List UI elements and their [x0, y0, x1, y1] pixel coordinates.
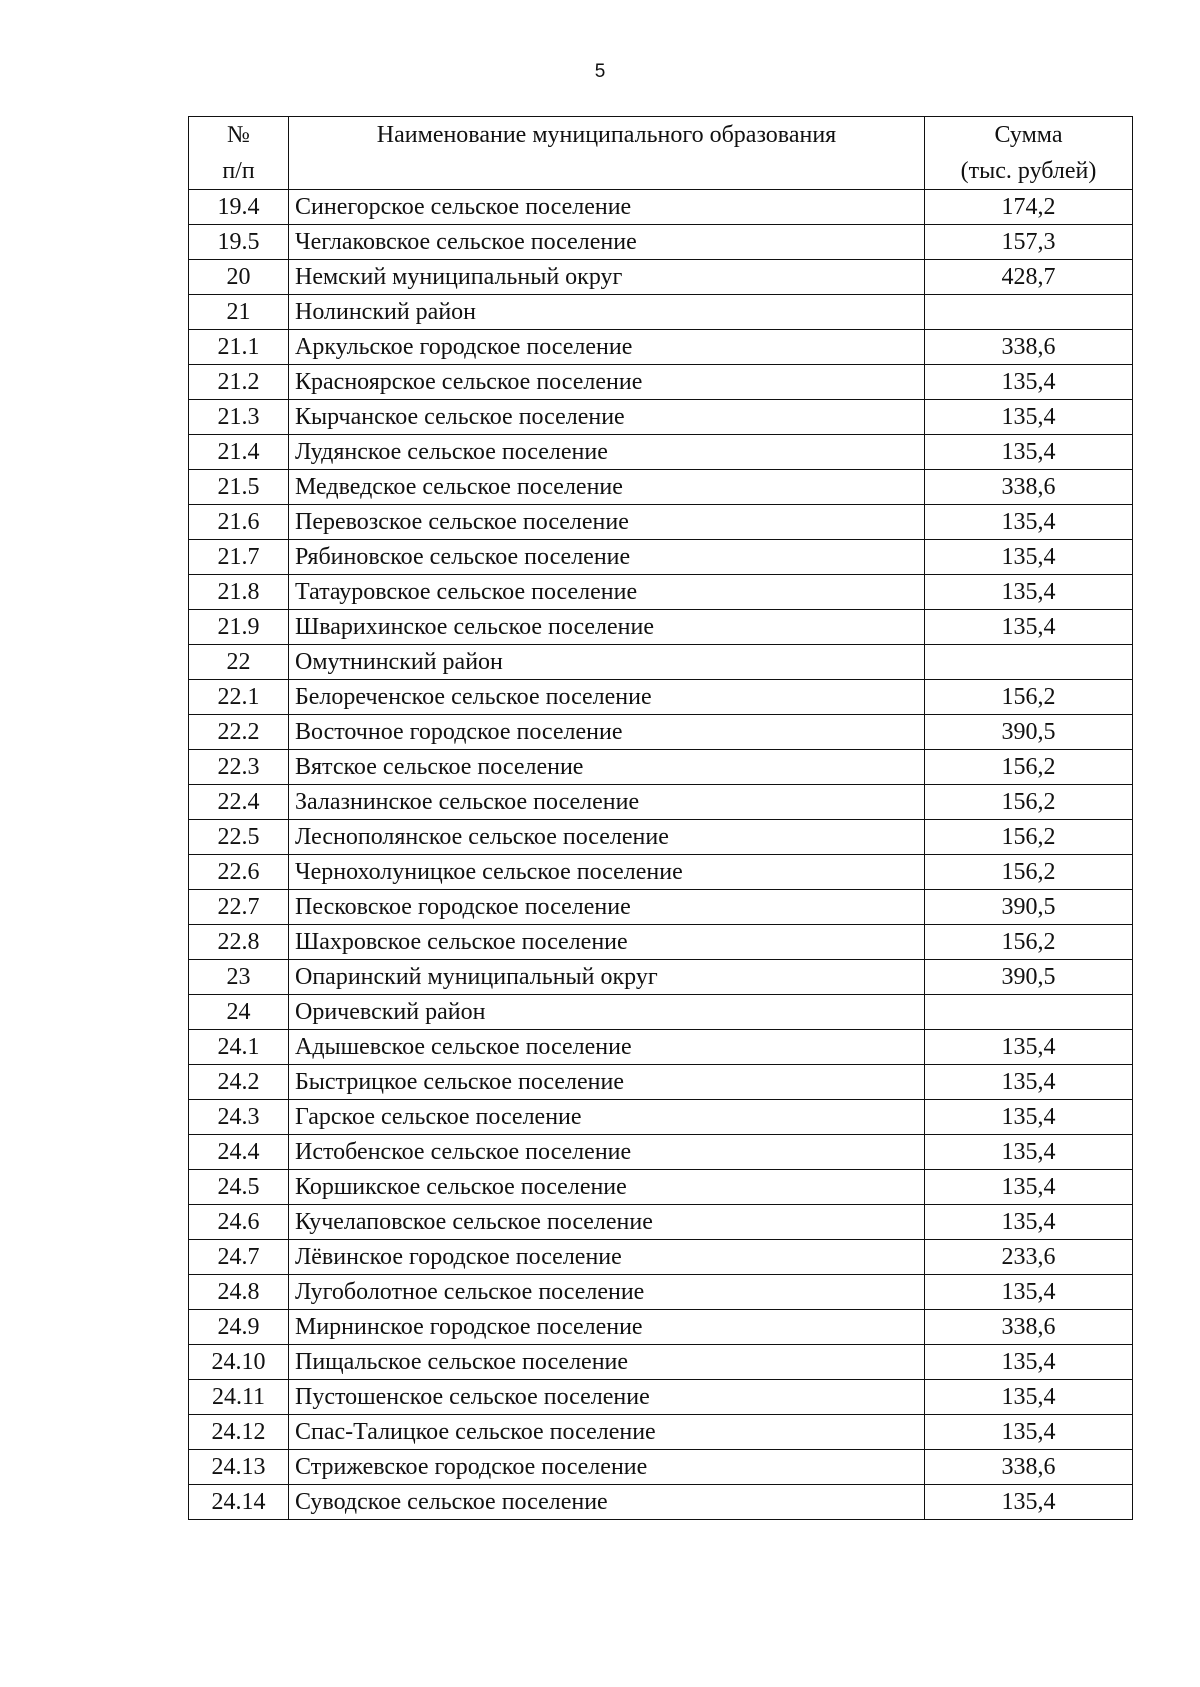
- row-number: 21.8: [189, 575, 289, 610]
- table-row: [189, 680, 1133, 715]
- row-sum: 338,6: [925, 1450, 1133, 1485]
- row-sum: 428,7: [925, 260, 1133, 295]
- table-row: [189, 260, 1133, 295]
- row-name: Белореченское сельское поселение: [289, 680, 925, 715]
- row-name: Татауровское сельское поселение: [289, 575, 925, 610]
- row-name: Адышевское сельское поселение: [289, 1030, 925, 1065]
- row-sum: [925, 295, 1133, 330]
- table-row: [189, 1380, 1133, 1415]
- table-row: [189, 1310, 1133, 1345]
- row-name: Лёвинское городское поселение: [289, 1240, 925, 1275]
- table-header: [189, 117, 1133, 190]
- row-sum: 156,2: [925, 855, 1133, 890]
- row-number: 21.6: [189, 505, 289, 540]
- header-sum-line1: Сумма: [994, 122, 1063, 148]
- table-row: [189, 1170, 1133, 1205]
- row-sum: 135,4: [925, 1170, 1133, 1205]
- table-row: [189, 715, 1133, 750]
- row-sum: 135,4: [925, 1485, 1133, 1520]
- table-row: [189, 820, 1133, 855]
- row-number: 21.7: [189, 540, 289, 575]
- row-number: 19.4: [189, 190, 289, 225]
- row-name: Коршикское сельское поселение: [289, 1170, 925, 1205]
- row-number: 22.1: [189, 680, 289, 715]
- row-number: 23: [189, 960, 289, 995]
- row-name: Нолинский район: [289, 295, 925, 330]
- table-row: [189, 785, 1133, 820]
- row-name: Стрижевское городское поселение: [289, 1450, 925, 1485]
- row-name: Суводское сельское поселение: [289, 1485, 925, 1520]
- row-sum: 233,6: [925, 1240, 1133, 1275]
- row-name: Шахровское сельское поселение: [289, 925, 925, 960]
- header-number-line1: №: [227, 122, 250, 148]
- row-sum: 390,5: [925, 890, 1133, 925]
- table-row: [189, 190, 1133, 225]
- header-sum-line2: (тыс. рублей): [960, 158, 1097, 184]
- row-number: 24.10: [189, 1345, 289, 1380]
- row-name: Кырчанское сельское поселение: [289, 400, 925, 435]
- table-row: [189, 470, 1133, 505]
- row-sum: 135,4: [925, 1345, 1133, 1380]
- row-name: Чернохолуницкое сельское поселение: [289, 855, 925, 890]
- row-sum: 157,3: [925, 225, 1133, 260]
- header-number-line2: п/п: [222, 158, 255, 184]
- table-body: [189, 190, 1133, 1520]
- row-name: Спас-Талицкое сельское поселение: [289, 1415, 925, 1450]
- row-sum: 135,4: [925, 610, 1133, 645]
- row-sum: 338,6: [925, 1310, 1133, 1345]
- row-name: Быстрицкое сельское поселение: [289, 1065, 925, 1100]
- row-name: Истобенское сельское поселение: [289, 1135, 925, 1170]
- header-name: [289, 117, 925, 190]
- row-name: Пищальское сельское поселение: [289, 1345, 925, 1380]
- row-number: 21.4: [189, 435, 289, 470]
- table-row: [189, 505, 1133, 540]
- table-row: [189, 610, 1133, 645]
- municipal-sums-table: [188, 116, 1133, 1520]
- row-sum: 338,6: [925, 470, 1133, 505]
- header-row: [189, 117, 1133, 190]
- row-number: 24.12: [189, 1415, 289, 1450]
- row-number: 22.7: [189, 890, 289, 925]
- row-sum: 135,4: [925, 1275, 1133, 1310]
- table-row: [189, 1450, 1133, 1485]
- header-name-text: Наименование муниципального образования: [376, 122, 837, 148]
- row-number: 24.13: [189, 1450, 289, 1485]
- table-row: [189, 1345, 1133, 1380]
- table-row: [189, 1030, 1133, 1065]
- row-sum: 135,4: [925, 540, 1133, 575]
- row-sum: 390,5: [925, 960, 1133, 995]
- table-row: [189, 645, 1133, 680]
- row-number: 24.7: [189, 1240, 289, 1275]
- row-number: 22.5: [189, 820, 289, 855]
- row-sum: 135,4: [925, 1065, 1133, 1100]
- row-number: 22.8: [189, 925, 289, 960]
- row-name: Синегорское сельское поселение: [289, 190, 925, 225]
- row-name: Рябиновское сельское поселение: [289, 540, 925, 575]
- row-name: Чеглаковское сельское поселение: [289, 225, 925, 260]
- table-row: [189, 435, 1133, 470]
- table-row: [189, 1135, 1133, 1170]
- header-sum: [925, 117, 1133, 190]
- table-row: [189, 1205, 1133, 1240]
- row-number: 24.5: [189, 1170, 289, 1205]
- row-sum: 135,4: [925, 1415, 1133, 1450]
- row-name: Песковское городское поселение: [289, 890, 925, 925]
- row-number: 19.5: [189, 225, 289, 260]
- row-sum: 135,4: [925, 575, 1133, 610]
- row-sum: 390,5: [925, 715, 1133, 750]
- row-sum: 135,4: [925, 1135, 1133, 1170]
- row-sum: 156,2: [925, 925, 1133, 960]
- table-row: [189, 1275, 1133, 1310]
- row-sum: 135,4: [925, 435, 1133, 470]
- row-number: 24.2: [189, 1065, 289, 1100]
- table-row: [189, 855, 1133, 890]
- row-name: Шварихинское сельское поселение: [289, 610, 925, 645]
- row-name: Леснополянское сельское поселение: [289, 820, 925, 855]
- table-row: [189, 225, 1133, 260]
- table-row: [189, 1065, 1133, 1100]
- row-sum: 135,4: [925, 1205, 1133, 1240]
- row-number: 22.4: [189, 785, 289, 820]
- row-number: 24.14: [189, 1485, 289, 1520]
- row-sum: 156,2: [925, 750, 1133, 785]
- table-row: [189, 1485, 1133, 1520]
- row-number: 24.6: [189, 1205, 289, 1240]
- row-name: Лугоболотное сельское поселение: [289, 1275, 925, 1310]
- row-sum: 135,4: [925, 365, 1133, 400]
- table-row: [189, 330, 1133, 365]
- row-sum: 135,4: [925, 1030, 1133, 1065]
- row-number: 24: [189, 995, 289, 1030]
- table-row: [189, 890, 1133, 925]
- table-row: [189, 540, 1133, 575]
- row-number: 21.3: [189, 400, 289, 435]
- row-name: Лудянское сельское поселение: [289, 435, 925, 470]
- row-sum: 156,2: [925, 785, 1133, 820]
- row-name: Залазнинское сельское поселение: [289, 785, 925, 820]
- row-name: Восточное городское поселение: [289, 715, 925, 750]
- row-sum: 156,2: [925, 680, 1133, 715]
- table-row: [189, 995, 1133, 1030]
- row-number: 21.5: [189, 470, 289, 505]
- row-name: Пустошенское сельское поселение: [289, 1380, 925, 1415]
- row-sum: 135,4: [925, 400, 1133, 435]
- row-name: Перевозское сельское поселение: [289, 505, 925, 540]
- row-sum: 156,2: [925, 820, 1133, 855]
- row-name: Аркульское городское поселение: [289, 330, 925, 365]
- row-name: Мирнинское городское поселение: [289, 1310, 925, 1345]
- table-row: [189, 1100, 1133, 1135]
- row-number: 21.9: [189, 610, 289, 645]
- table-row: [189, 750, 1133, 785]
- row-name: Немский муниципальный округ: [289, 260, 925, 295]
- row-number: 21.1: [189, 330, 289, 365]
- row-number: 24.8: [189, 1275, 289, 1310]
- row-number: 20: [189, 260, 289, 295]
- table-row: [189, 365, 1133, 400]
- row-name: Омутнинский район: [289, 645, 925, 680]
- row-name: Вятское сельское поселение: [289, 750, 925, 785]
- table-row: [189, 925, 1133, 960]
- row-number: 24.4: [189, 1135, 289, 1170]
- row-name: Медведское сельское поселение: [289, 470, 925, 505]
- row-sum: 174,2: [925, 190, 1133, 225]
- table-row: [189, 295, 1133, 330]
- row-sum: [925, 645, 1133, 680]
- row-number: 24.1: [189, 1030, 289, 1065]
- row-sum: 135,4: [925, 1380, 1133, 1415]
- table-row: [189, 960, 1133, 995]
- page-number: 5: [594, 61, 606, 82]
- row-sum: 135,4: [925, 505, 1133, 540]
- header-number: [189, 117, 289, 190]
- row-name: Опаринский муниципальный округ: [289, 960, 925, 995]
- row-number: 22.2: [189, 715, 289, 750]
- row-number: 22.6: [189, 855, 289, 890]
- row-sum: [925, 995, 1133, 1030]
- row-number: 21: [189, 295, 289, 330]
- row-name: Красноярское сельское поселение: [289, 365, 925, 400]
- table-row: [189, 400, 1133, 435]
- row-sum: 338,6: [925, 330, 1133, 365]
- table-row: [189, 1240, 1133, 1275]
- row-number: 24.3: [189, 1100, 289, 1135]
- row-number: 21.2: [189, 365, 289, 400]
- row-number: 22: [189, 645, 289, 680]
- row-number: 24.11: [189, 1380, 289, 1415]
- row-name: Оричевский район: [289, 995, 925, 1030]
- row-sum: 135,4: [925, 1100, 1133, 1135]
- row-number: 22.3: [189, 750, 289, 785]
- table-row: [189, 575, 1133, 610]
- row-number: 24.9: [189, 1310, 289, 1345]
- row-name: Кучелаповское сельское поселение: [289, 1205, 925, 1240]
- table-row: [189, 1415, 1133, 1450]
- row-name: Гарское сельское поселение: [289, 1100, 925, 1135]
